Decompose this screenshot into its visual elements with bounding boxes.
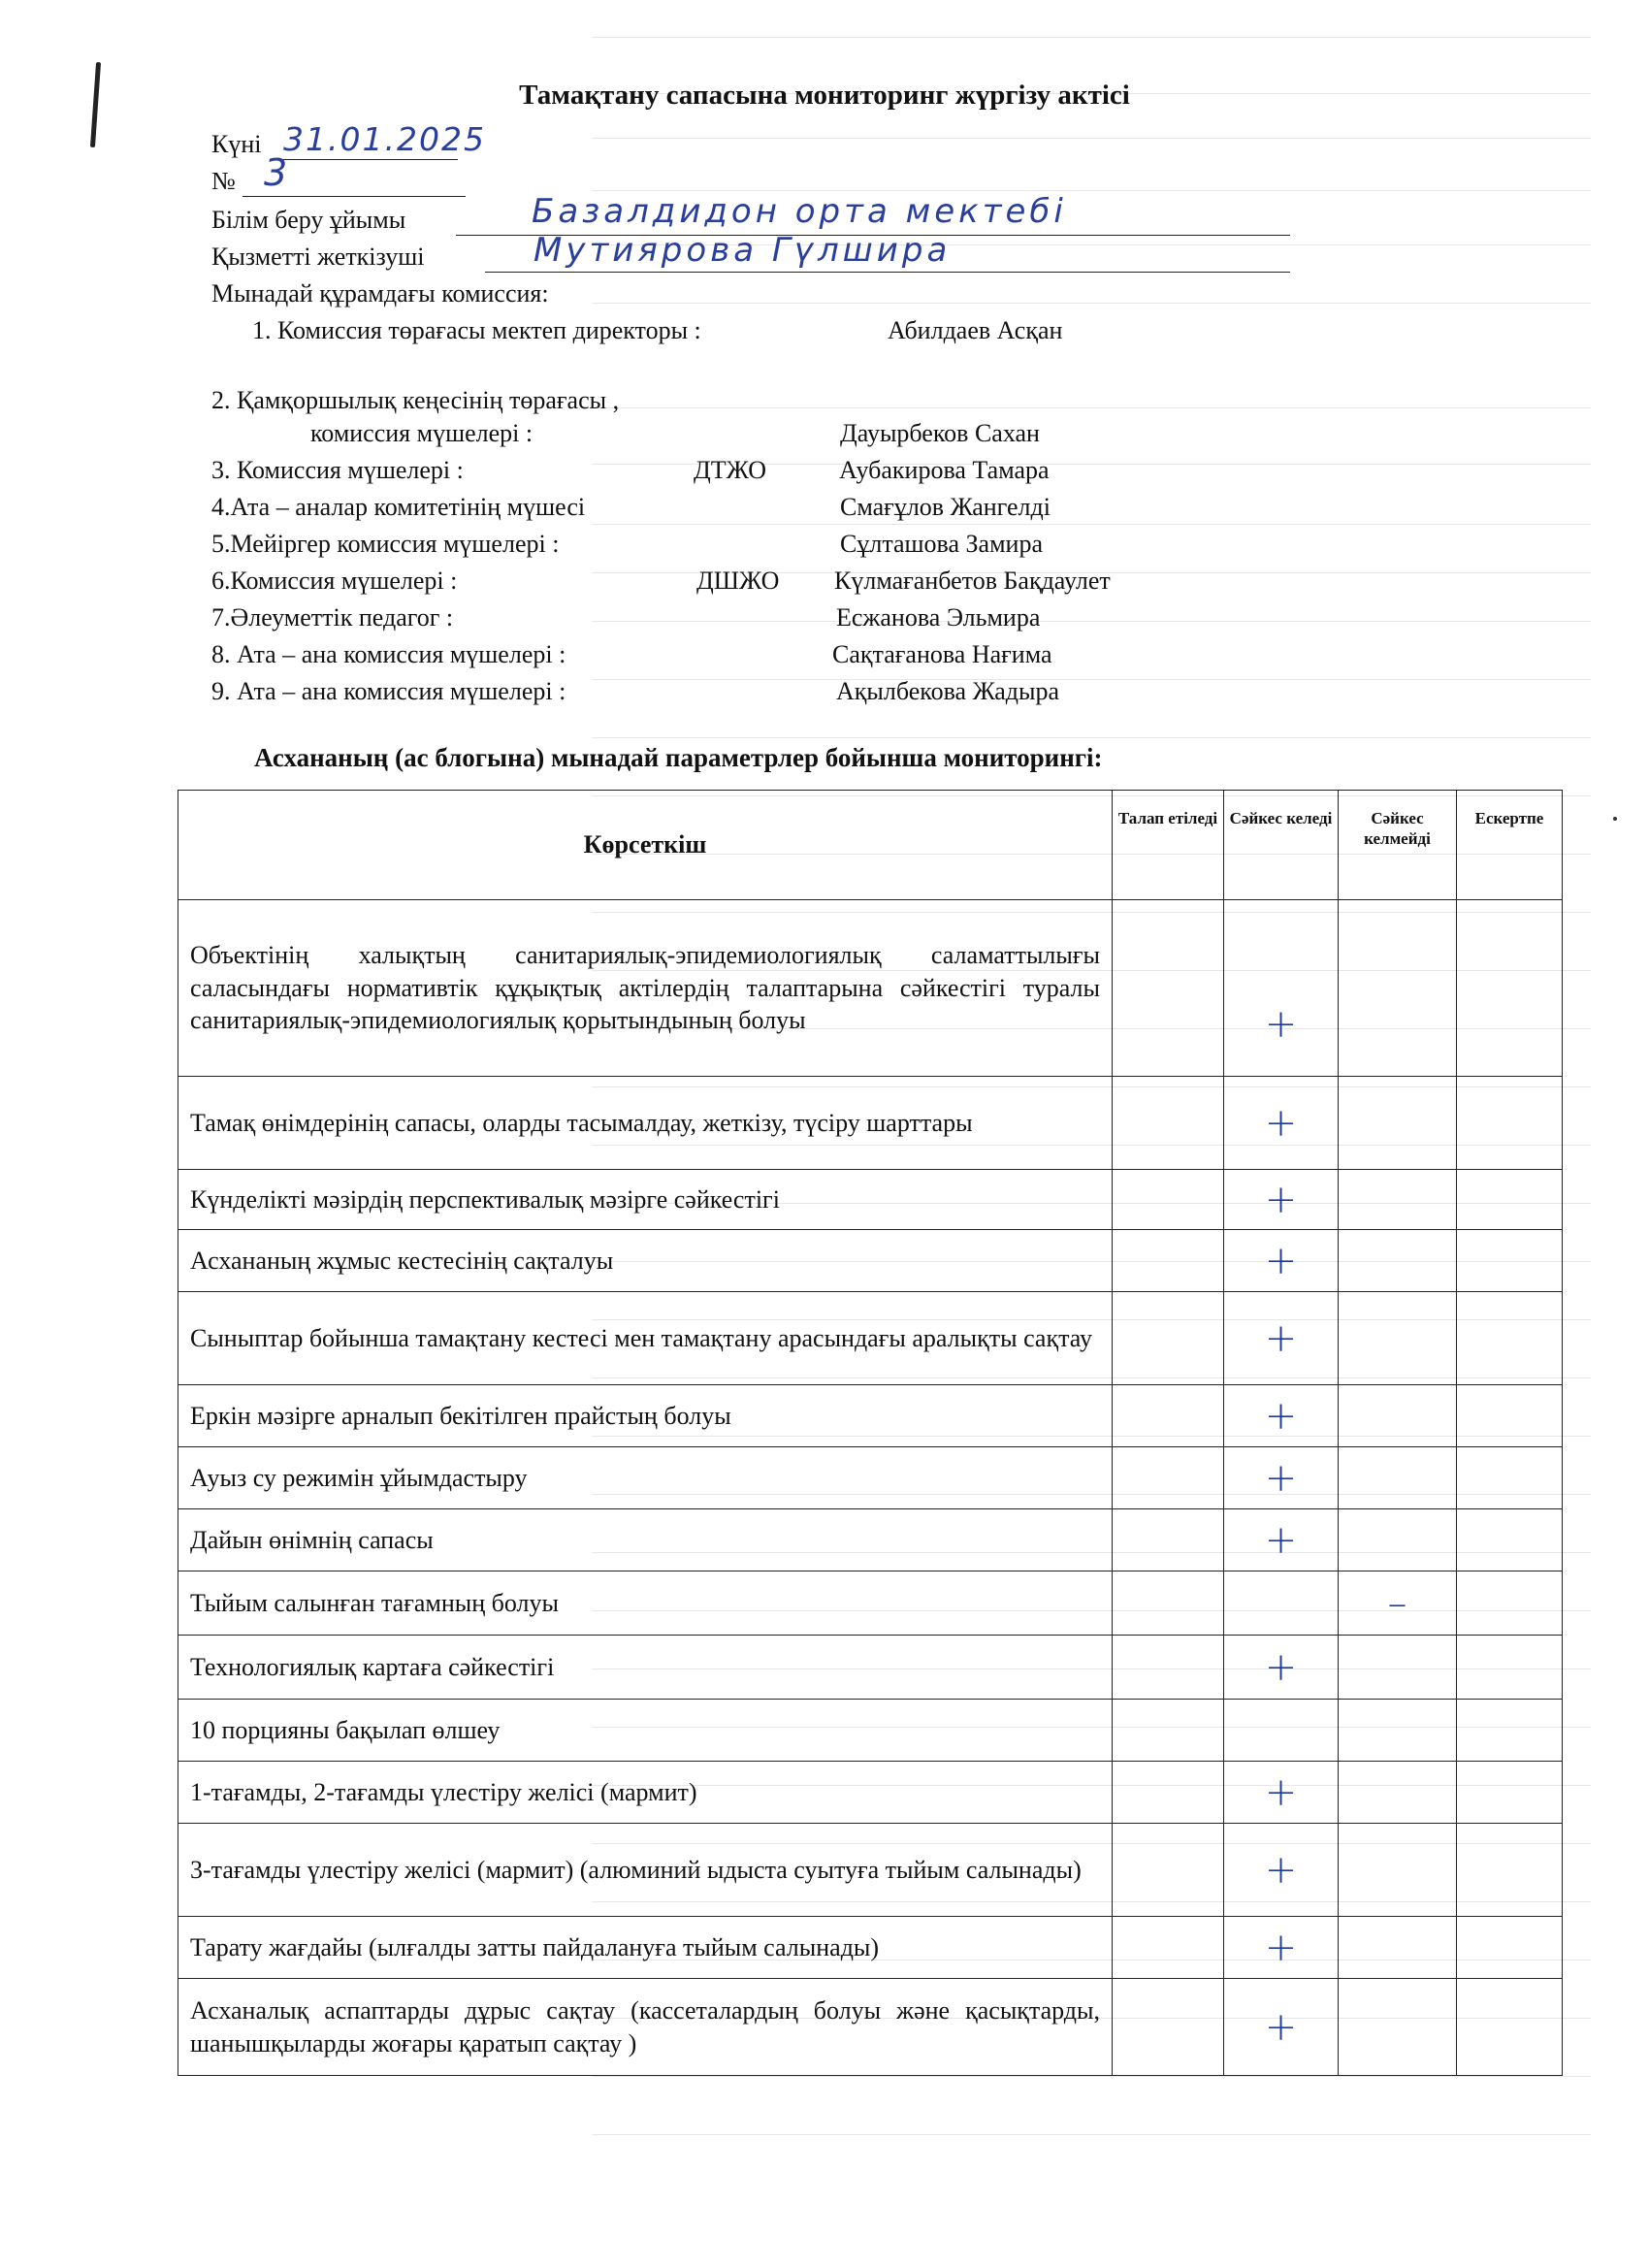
header-nomatch: Сәйкес келмейді: [1339, 791, 1457, 900]
nomatch-cell: [1339, 1824, 1457, 1917]
supplier-handwritten: Мутиярова Гүлшира: [534, 231, 952, 270]
note-cell: [1457, 1636, 1563, 1700]
number-label: №: [211, 167, 236, 195]
org-label: Білім беру ұйымы: [211, 206, 406, 234]
nomatch-cell: [1339, 1700, 1457, 1762]
required-cell: [1113, 1636, 1224, 1700]
member-name: Дауырбеков Сахан: [840, 419, 1040, 447]
nomatch-cell: –: [1339, 1571, 1457, 1636]
nomatch-cell: [1339, 1979, 1457, 2076]
match-cell: +: [1224, 1385, 1339, 1447]
table-title: Асхананың (ас блогына) мынадай параметрлер бойынша мониторингі:: [254, 743, 1103, 772]
match-cell: +: [1224, 1077, 1339, 1170]
member-name: Есжанова Эльмира: [836, 603, 1041, 632]
match-cell: +: [1224, 1636, 1339, 1700]
match-cell: +: [1224, 1762, 1339, 1824]
match-cell: +: [1224, 1824, 1339, 1917]
nomatch-cell: [1339, 1077, 1457, 1170]
note-cell: [1457, 1917, 1563, 1979]
nomatch-cell: [1339, 1762, 1457, 1824]
indicator-cell: Объектінің халықтың санитариялық-эпидемиологиялық саламаттылығы саласындағы нормативтік құқықтық актілердің талаптарына сәйкестігі туралы санитариялық-эпидемиологиялық қорытындының болуы: [178, 900, 1113, 1077]
commission-label: Мынадай құрамдағы комиссия:: [211, 279, 549, 308]
member-name: Аубакирова Тамара: [839, 456, 1050, 484]
header-required: Талап етіледі: [1113, 791, 1224, 900]
table-row: [178, 1292, 1563, 1385]
member-name: Сұлташова Замира: [840, 530, 1044, 558]
member-name: Сақтағанова Нағима: [832, 640, 1052, 668]
indicator-cell: 10 порцияны бақылап өлшеу: [178, 1700, 1113, 1762]
nomatch-cell: [1339, 1292, 1457, 1385]
table-row: [178, 1077, 1563, 1170]
member-role: 7.Әлеуметтік педагог :: [211, 603, 454, 632]
member-role: 6.Комиссия мүшелері :: [211, 567, 458, 595]
header-note: Ескертпе: [1457, 791, 1563, 900]
member-role: комиссия мүшелері :: [310, 419, 534, 447]
nomatch-cell: [1339, 1447, 1457, 1509]
document-title: Тамақтану сапасына мониторинг жүргізу актісі: [519, 80, 1130, 111]
member-name: Абилдаев Асқан: [888, 316, 1063, 344]
member-role: 2. Қамқоршылық кеңесінің төрағасы ,: [211, 386, 620, 414]
note-cell: [1457, 1230, 1563, 1292]
nomatch-cell: [1339, 900, 1457, 1077]
indicator-cell: Күнделікті мәзірдің перспективалық мәзірге сәйкестігі: [178, 1170, 1113, 1230]
member-org: ДШЖО: [696, 567, 780, 595]
table-row: [178, 1700, 1563, 1762]
member-name: Ақылбекова Жадыра: [836, 677, 1059, 705]
date-underline: [281, 159, 458, 160]
indicator-cell: Тарату жағдайы (ылғалды затты пайдалануға тыйым салынады): [178, 1917, 1113, 1979]
required-cell: [1113, 1571, 1224, 1636]
member-name: Күлмағанбетов Бақдаулет: [834, 567, 1111, 595]
indicator-cell: Ауыз су режимін ұйымдастыру: [178, 1447, 1113, 1509]
table-row: [178, 1824, 1563, 1917]
match-cell: +: [1224, 900, 1339, 1077]
table-row: [178, 1170, 1563, 1230]
table-row: [178, 1385, 1563, 1447]
indicator-cell: Сыныптар бойынша тамақтану кестесі мен тамақтану арасындағы аралықты сақтау: [178, 1292, 1113, 1385]
nomatch-cell: [1339, 1509, 1457, 1571]
member-role: 1. Комиссия төрағасы мектеп директоры :: [252, 316, 701, 344]
member-role: 3. Комиссия мүшелері :: [211, 456, 464, 484]
scan-dot-mark: [1613, 817, 1617, 821]
required-cell: [1113, 1077, 1224, 1170]
note-cell: [1457, 1824, 1563, 1917]
table-row: [178, 1447, 1563, 1509]
supplier-underline: [485, 272, 1290, 273]
required-cell: [1113, 1762, 1224, 1824]
match-cell: [1224, 1700, 1339, 1762]
match-cell: +: [1224, 1230, 1339, 1292]
note-cell: [1457, 1170, 1563, 1230]
indicator-cell: Тамақ өнімдерінің сапасы, оларды тасымалдау, жеткізу, түсіру шарттары: [178, 1077, 1113, 1170]
table-row: [178, 1917, 1563, 1979]
match-cell: +: [1224, 1292, 1339, 1385]
header-match: Сәйкес келеді: [1224, 791, 1339, 900]
match-cell: +: [1224, 1917, 1339, 1979]
note-cell: [1457, 1385, 1563, 1447]
supplier-label: Қызметті жеткізуші: [211, 243, 425, 271]
org-handwritten: Базалдидон орта мектебі: [532, 192, 1067, 231]
table-row: [178, 900, 1563, 1077]
note-cell: [1457, 1979, 1563, 2076]
nomatch-cell: [1339, 1385, 1457, 1447]
header-indicator: Көрсеткіш: [178, 791, 1113, 900]
match-cell: +: [1224, 1509, 1339, 1571]
nomatch-cell: [1339, 1170, 1457, 1230]
member-role: 5.Мейіргер комиссия мүшелері :: [211, 530, 560, 558]
required-cell: [1113, 1509, 1224, 1571]
required-cell: [1113, 1230, 1224, 1292]
indicator-cell: 3-тағамды үлестіру желісі (мармит) (алюминий ыдыста суытуға тыйым салынады): [178, 1824, 1113, 1917]
note-cell: [1457, 1447, 1563, 1509]
note-cell: [1457, 1700, 1563, 1762]
table-row: [178, 1230, 1563, 1292]
table-row: [178, 1762, 1563, 1824]
table-row: [178, 1979, 1563, 2076]
number-underline: [242, 196, 466, 197]
member-role: 8. Ата – ана комиссия мүшелері :: [211, 640, 566, 668]
note-cell: [1457, 1292, 1563, 1385]
required-cell: [1113, 1447, 1224, 1509]
note-cell: [1457, 1509, 1563, 1571]
note-cell: [1457, 900, 1563, 1077]
member-role: 4.Ата – аналар комитетінің мүшесі: [211, 493, 586, 521]
indicator-cell: Дайын өнімнің сапасы: [178, 1509, 1113, 1571]
required-cell: [1113, 1700, 1224, 1762]
indicator-cell: 1-тағамды, 2-тағамды үлестіру желісі (мармит): [178, 1762, 1113, 1824]
monitoring-table: [178, 790, 1563, 2076]
match-cell: [1224, 1571, 1339, 1636]
table-row: [178, 1636, 1563, 1700]
match-cell: +: [1224, 1447, 1339, 1509]
indicator-cell: Асхананың жұмыс кестесінің сақталуы: [178, 1230, 1113, 1292]
nomatch-cell: [1339, 1917, 1457, 1979]
table-row: [178, 1571, 1563, 1636]
required-cell: [1113, 1170, 1224, 1230]
required-cell: [1113, 1917, 1224, 1979]
indicator-cell: Еркін мәзірге арналып бекітілген прайстың болуы: [178, 1385, 1113, 1447]
required-cell: [1113, 1979, 1224, 2076]
indicator-cell: Тыйым салынған тағамның болуы: [178, 1571, 1113, 1636]
member-org: ДТЖО: [694, 456, 767, 484]
member-name: Смағұлов Жангелді: [840, 493, 1051, 521]
note-cell: [1457, 1077, 1563, 1170]
nomatch-cell: [1339, 1636, 1457, 1700]
indicator-cell: Технологиялық картаға сәйкестігі: [178, 1636, 1113, 1700]
required-cell: [1113, 900, 1224, 1077]
member-role: 9. Ата – ана комиссия мүшелері :: [211, 677, 566, 705]
required-cell: [1113, 1385, 1224, 1447]
required-cell: [1113, 1824, 1224, 1917]
table-header-row: [178, 791, 1563, 900]
match-cell: +: [1224, 1170, 1339, 1230]
date-label: Күні: [211, 130, 262, 158]
required-cell: [1113, 1292, 1224, 1385]
note-cell: [1457, 1762, 1563, 1824]
table-row: [178, 1509, 1563, 1571]
date-handwritten: 31.01.2025: [283, 120, 486, 158]
nomatch-cell: [1339, 1230, 1457, 1292]
indicator-cell: Асханалық аспаптарды дұрыс сақтау (кассеталардың болуы және қасықтарды, шанышқыларды жоғары қаратып сақтау ): [178, 1979, 1113, 2076]
match-cell: +: [1224, 1979, 1339, 2076]
note-cell: [1457, 1571, 1563, 1636]
number-handwritten: 3: [264, 151, 290, 194]
